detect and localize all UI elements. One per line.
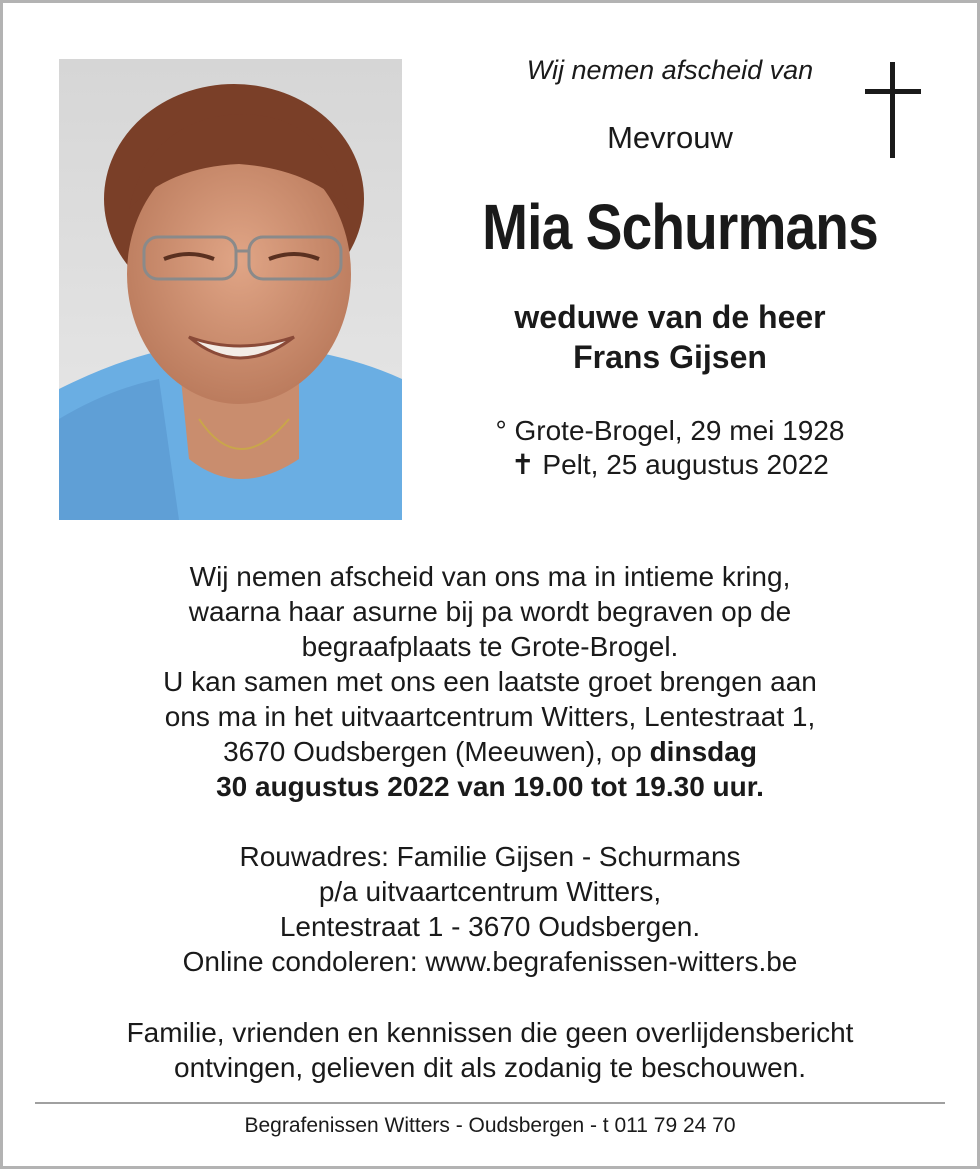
notice-line: Familie, vrienden en kennissen die geen overlijdensbericht: [126, 1017, 854, 1048]
announcement-paragraph: [40, 559, 940, 804]
announcement-line: [40, 734, 940, 769]
announcement-line: Wij nemen afscheid van ons ma in intieme kring,: [189, 561, 791, 592]
announcement-datetime: 30 augustus 2022 van 19.00 tot 19.30 uur.: [216, 771, 764, 802]
address-paragraph: [40, 839, 940, 979]
address-line: p/a uitvaartcentrum Witters,: [318, 876, 662, 907]
announcement-day: dinsdag: [649, 736, 757, 767]
intro-text: Wij nemen afscheid van: [526, 55, 814, 85]
address-line: Lentestraat 1 - 3670 Oudsbergen.: [279, 911, 701, 942]
widow-of: [440, 297, 900, 377]
notice-line: ontvingen, gelieven dit als zodanig te beschouwen.: [174, 1052, 806, 1083]
notice-paragraph: [40, 1015, 940, 1085]
footer-divider: [35, 1102, 945, 1104]
birth-date: ° Grote-Brogel, 29 mei 1928: [495, 415, 845, 446]
death-date: ✝ Pelt, 25 augustus 2022: [511, 449, 829, 480]
announcement-line: waarna haar asurne bij pa wordt begraven op de: [188, 596, 792, 627]
footer-text: Begrafenissen Witters - Oudsbergen - t 011 79 24 70: [244, 1114, 736, 1137]
life-dates: [440, 414, 900, 482]
widow-line-1: weduwe van de heer: [514, 299, 826, 335]
announcement-line: begraafplaats te Grote-Brogel.: [301, 631, 679, 662]
announcement-location: 3670 Oudsbergen (Meeuwen), op: [223, 736, 650, 767]
portrait-photo: [59, 59, 402, 520]
address-line: Rouwadres: Familie Gijsen - Schurmans: [239, 841, 741, 872]
spouse-name: Frans Gijsen: [573, 339, 767, 375]
deceased-name: Mia Schurmans: [482, 191, 878, 263]
announcement-line: ons ma in het uitvaartcentrum Witters, Lentestraat 1,: [164, 701, 816, 732]
honorific: Mevrouw: [607, 120, 733, 155]
condolence-link[interactable]: Online condoleren: www.begrafenissen-witters.be: [182, 946, 798, 977]
announcement-line: U kan samen met ons een laatste groet brengen aan: [163, 666, 817, 697]
